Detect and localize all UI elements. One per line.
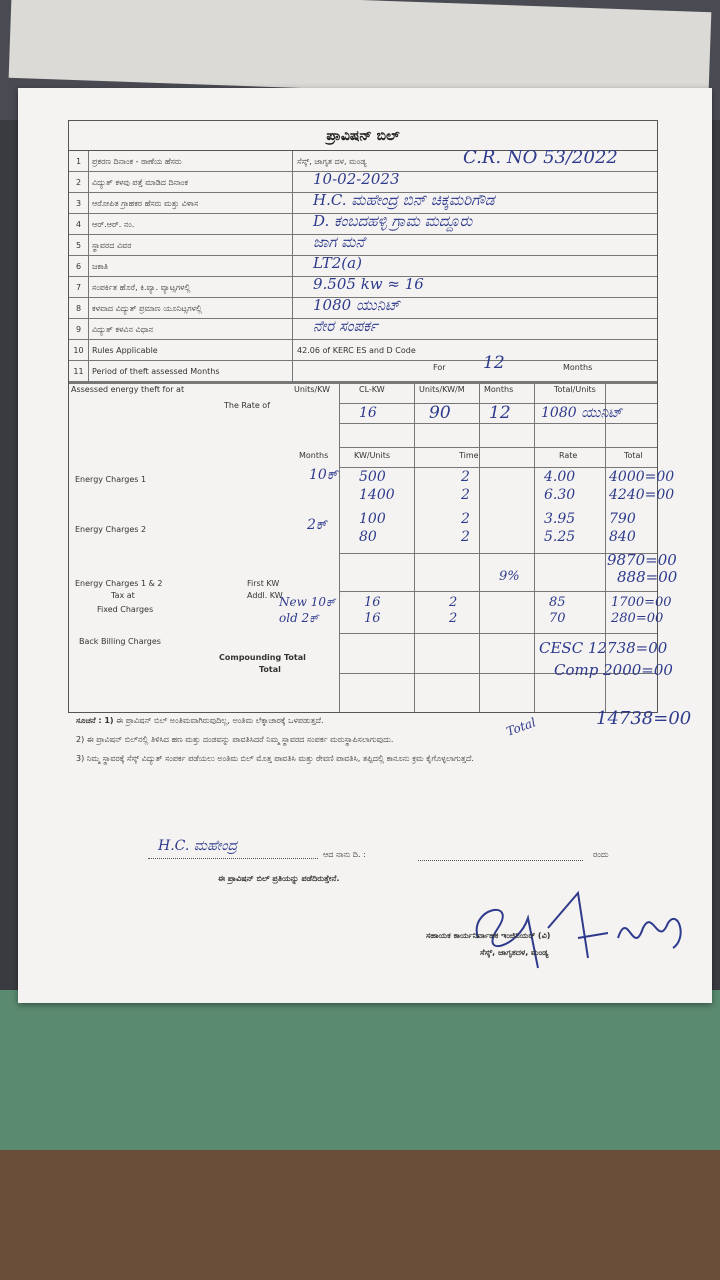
kwu-hdr: KW/Units xyxy=(354,451,391,460)
row-label: Period of theft assessed Months xyxy=(89,361,293,381)
row-number: 9 xyxy=(69,319,89,339)
row-value-cell xyxy=(293,340,657,360)
info-row xyxy=(69,353,657,382)
kwu-value: 100 xyxy=(359,511,386,527)
row-printed-value: 42.06 of KERC ES and D Code xyxy=(297,346,416,355)
notes-head: ಸೂಚನೆ : 1) xyxy=(76,716,114,725)
row-number: 8 xyxy=(69,298,89,318)
ec1-month: 10ಕ್ xyxy=(309,467,338,483)
row-handwritten-value: LT2(a) xyxy=(313,254,362,272)
row-value-cell xyxy=(293,235,657,255)
sum1: 9870=00 xyxy=(607,551,677,569)
note-1: ಈ ಪ್ರಾವಿಷನ್ ಬಿಲ್ ಅಂತಿಮವಾಗಿರುವುದಿಲ್ಲ, ಅಂತಿಮ ಲೆಕ್ಕಾಚಾರಕ್ಕೆ ಒಳಪಡುತ್ತದೆ. xyxy=(116,716,324,725)
row-number: 2 xyxy=(69,172,89,192)
addl-kw: Addl. KW xyxy=(247,591,283,600)
total-value: 790 xyxy=(609,511,636,527)
rate-value: 4.00 xyxy=(544,469,576,485)
time-value: 2 xyxy=(461,469,470,485)
row-number: 1 xyxy=(69,151,89,171)
kwu-value: 1400 xyxy=(359,487,395,503)
val-total-units: 1080 ಯುನಿಟ್ xyxy=(541,405,623,421)
fixed-time: 2 xyxy=(449,611,458,626)
row-label: ಆರ್.ಆರ್. ನಂ. xyxy=(89,214,293,234)
row-label: ವಿದ್ಯುತ್ ಕಳವು ಪತ್ತೆ ಮಾಡಿದ ದಿನಾಂಕ xyxy=(89,172,293,192)
info-row xyxy=(69,214,657,235)
row-label: ಸ್ಥಾವರದ ವಿವರ xyxy=(89,235,293,255)
received-text: ಈ ಪ್ರಾವಿಷನ್ ಬಿಲ್ ಪ್ರತಿಯನ್ನು ಪಡೆದಿರುತ್ತೇನೆ. xyxy=(218,874,340,883)
bill-form xyxy=(68,120,678,713)
rate-value: 6.30 xyxy=(544,487,576,503)
row-handwritten-value: 10-02-2023 xyxy=(313,170,400,188)
row-value-cell xyxy=(293,319,657,339)
kwu-value: 500 xyxy=(359,469,386,485)
val-cl: 16 xyxy=(359,405,377,421)
total-value: 840 xyxy=(609,529,636,545)
col-months: Months xyxy=(484,385,514,394)
assessment-grid xyxy=(69,382,678,712)
row-handwritten-value: D. ಕಂಬದಹಳ್ಳಿ ಗ್ರಾಮ ಮದ್ದೂರು xyxy=(313,212,473,230)
info-row xyxy=(69,319,657,340)
tax-label: Tax at xyxy=(111,591,135,600)
assessed-label: Assessed energy theft for at xyxy=(71,385,185,394)
notes-total-hand: Total xyxy=(504,715,538,739)
months-label: Months xyxy=(563,363,593,372)
time-value: 2 xyxy=(461,487,470,503)
ec2-label: Energy Charges 2 xyxy=(75,525,147,534)
row-value-cell xyxy=(293,298,657,318)
note-3: 3) ನಿಮ್ಮ ಸ್ಥಾವರಕ್ಕೆ ಸೆಸ್ಕ್ ವಿದ್ಯುತ್ ಸಂಪರ್ಕ ಪಡೆಯಲು ಅಂತಿಮ ಬಿಲ್ ಮೊತ್ತ ಪಾವತಿಸಿ ಮತ್ತು ಠೇವಣಿ ಪಾವತಿಸಿ, ತಪ್ಪಿದಲ್ಲಿ ಕಾನೂನು ಕ್ರಮ ಕೈಗೊಳ್ಳಲಾಗುತ್ತದೆ. xyxy=(76,754,474,763)
row-handwritten-value: H.C. ಮಹೇಂದ್ರ ಬಿನ್ ಚಿಕ್ಕಮರಿಗೌಡ xyxy=(313,191,495,209)
row-handwritten-value: 1080 ಯುನಿಟ್ xyxy=(313,296,400,314)
info-row xyxy=(69,298,657,319)
info-row xyxy=(69,172,657,193)
floor xyxy=(0,1150,720,1280)
row-number: 11 xyxy=(69,361,89,381)
val-months: 12 xyxy=(489,403,511,423)
row-label: ವಿದ್ಯುತ್ ಕಳವಿನ ವಿಧಾನ xyxy=(89,319,293,339)
time-hdr: Time xyxy=(459,451,479,460)
rate-hdr: Rate xyxy=(559,451,578,460)
col-units-kw: Units/KW xyxy=(294,385,331,394)
fixed-kw: 16 xyxy=(364,595,381,610)
fixed-label: Fixed Charges xyxy=(97,605,154,614)
tax-total: 888=00 xyxy=(617,568,678,586)
row-label: ಪ್ರಕರಣ ದಿನಾಂಕ - ಠಾಣೆಯ ಹೆಸರು xyxy=(89,151,293,171)
col-total-units: Total/Units xyxy=(554,385,596,394)
row-handwritten-value: 9.505 kw ≈ 16 xyxy=(313,275,424,293)
ec12-label: Energy Charges 1 & 2 xyxy=(75,579,163,588)
officer-office: ಸೆಸ್ಕ್, ಜಾಗೃತದಳ, ಮಂಡ್ಯ xyxy=(480,948,549,957)
info-row xyxy=(69,235,657,256)
col-units-kw-m: Units/KW/M xyxy=(419,385,465,394)
name-line xyxy=(148,858,318,859)
fixed-time: 2 xyxy=(449,595,458,610)
row-handwritten-value: ನೇರ ಸಂಪರ್ಕ xyxy=(313,317,378,335)
row-value-cell xyxy=(293,172,657,192)
row-number: 10 xyxy=(69,340,89,360)
row-value-cell xyxy=(293,353,657,381)
fixed-total: 1700=00 xyxy=(611,595,672,610)
for-label: For xyxy=(433,363,446,372)
fixed-total: 280=00 xyxy=(611,611,664,626)
info-row xyxy=(69,193,657,214)
rate-value: 3.95 xyxy=(544,511,576,527)
cesc-total: CESC 12738=00 xyxy=(539,639,668,657)
info-row xyxy=(69,147,657,172)
receiver-name: H.C. ಮಹೇಂದ್ರ xyxy=(158,838,238,854)
info-row xyxy=(69,340,657,361)
for-value: 12 xyxy=(483,353,505,373)
bill-title: ಪ್ರಾವಿಷನ್ ಬಿಲ್ xyxy=(69,121,657,151)
ec2-month: 2ಕ್ xyxy=(307,517,327,533)
row-label: ಆರೋಪಿತ ಗ್ರಾಹಕರ ಹೆಸರು ಮತ್ತು ವಿಳಾಸ xyxy=(89,193,293,213)
fixed-rate: 85 xyxy=(549,595,566,610)
folder-cover-light xyxy=(0,990,720,1170)
col-cl-kw: CL-KW xyxy=(359,385,385,394)
info-row xyxy=(69,256,657,277)
back-billing: Back Billing Charges xyxy=(79,637,161,646)
row-number: 4 xyxy=(69,214,89,234)
total-label: Total xyxy=(259,665,281,674)
row-printed-value: ಸೆಸ್ಕ್, ಜಾಗೃತ ದಳ, ಮಂಡ್ಯ xyxy=(297,157,367,166)
fixed-rate: 70 xyxy=(549,611,566,626)
row-label: ಜಕಾತಿ xyxy=(89,256,293,276)
rate-value: 5.25 xyxy=(544,529,576,545)
provision-bill-sheet xyxy=(18,88,712,1003)
day-label: ರಂದು xyxy=(593,850,609,859)
row-number: 6 xyxy=(69,256,89,276)
row-value-cell xyxy=(293,147,657,171)
row-number: 3 xyxy=(69,193,89,213)
date-line xyxy=(418,860,583,861)
compounding-total: Compounding Total xyxy=(219,653,306,662)
total-value: 4000=00 xyxy=(609,469,675,485)
time-value: 2 xyxy=(461,529,470,545)
row-label: ಸಂಪರ್ಕಿತ ಹೊರೆ, ಕಿ.ವ್ಯಾ. ವ್ಯಾಟ್ಸಗಳಲ್ಲಿ xyxy=(89,277,293,297)
note-2: 2) ಈ ಪ್ರಾವಿಷನ್ ಬಿಲ್‌ನಲ್ಲಿ ತಿಳಿಸಿದ ಹಣ ಮತ್ತು ದಂಡವನ್ನು ಪಾವತಿಸಿದರೆ ನಿಮ್ಮ ಸ್ಥಾವರದ ಸಂಪರ್ಕ ಮರುಸ್ಥಾಪಿಸಲಾಗುವುದು. xyxy=(76,735,394,744)
total-value: 4240=00 xyxy=(609,487,675,503)
time-value: 2 xyxy=(461,511,470,527)
tax-hand: 9% xyxy=(499,569,520,584)
row-label: Rules Applicable xyxy=(89,340,293,360)
row-value-cell xyxy=(293,256,657,276)
kwu-value: 80 xyxy=(359,529,377,545)
first-kw: First KW xyxy=(247,579,280,588)
row-label: ಕಳವಾದ ವಿದ್ಯುತ್ ಪ್ರಮಾಣ ಯೂನಿಟ್ಸಗಳಲ್ಲಿ xyxy=(89,298,293,318)
officer-title: ಸಹಾಯಕ ಕಾರ್ಯನಿರ್ವಾಹಕ ಇಂಜಿನಿಯರ್ (ವಿ) xyxy=(426,931,551,940)
date-label: ಆದ ನಾನು ದಿ. : xyxy=(323,850,366,859)
notes xyxy=(76,713,676,770)
ec1-label: Energy Charges 1 xyxy=(75,475,147,484)
row-value-cell xyxy=(293,277,657,297)
rate-of-label: The Rate of xyxy=(224,401,271,410)
row-value-cell xyxy=(293,193,657,213)
row-value-cell xyxy=(293,214,657,234)
fixed-month: old 2ಕ್ xyxy=(279,611,319,625)
months-hdr: Months xyxy=(299,451,329,460)
row-number: 5 xyxy=(69,235,89,255)
fixed-month: New 10ಕ್ xyxy=(279,595,336,609)
fixed-kw: 16 xyxy=(364,611,381,626)
comp-total: Comp 2000=00 xyxy=(554,661,673,679)
info-row xyxy=(69,277,657,298)
grand-total: 14738=00 xyxy=(596,708,692,729)
row-handwritten-value: C.R. NO 53/2022 xyxy=(463,147,618,168)
total-hdr: Total xyxy=(624,451,643,460)
val-ukm: 90 xyxy=(429,403,451,423)
row-number: 7 xyxy=(69,277,89,297)
row-handwritten-value: ಜಾಗ ಮನೆ xyxy=(313,233,365,251)
